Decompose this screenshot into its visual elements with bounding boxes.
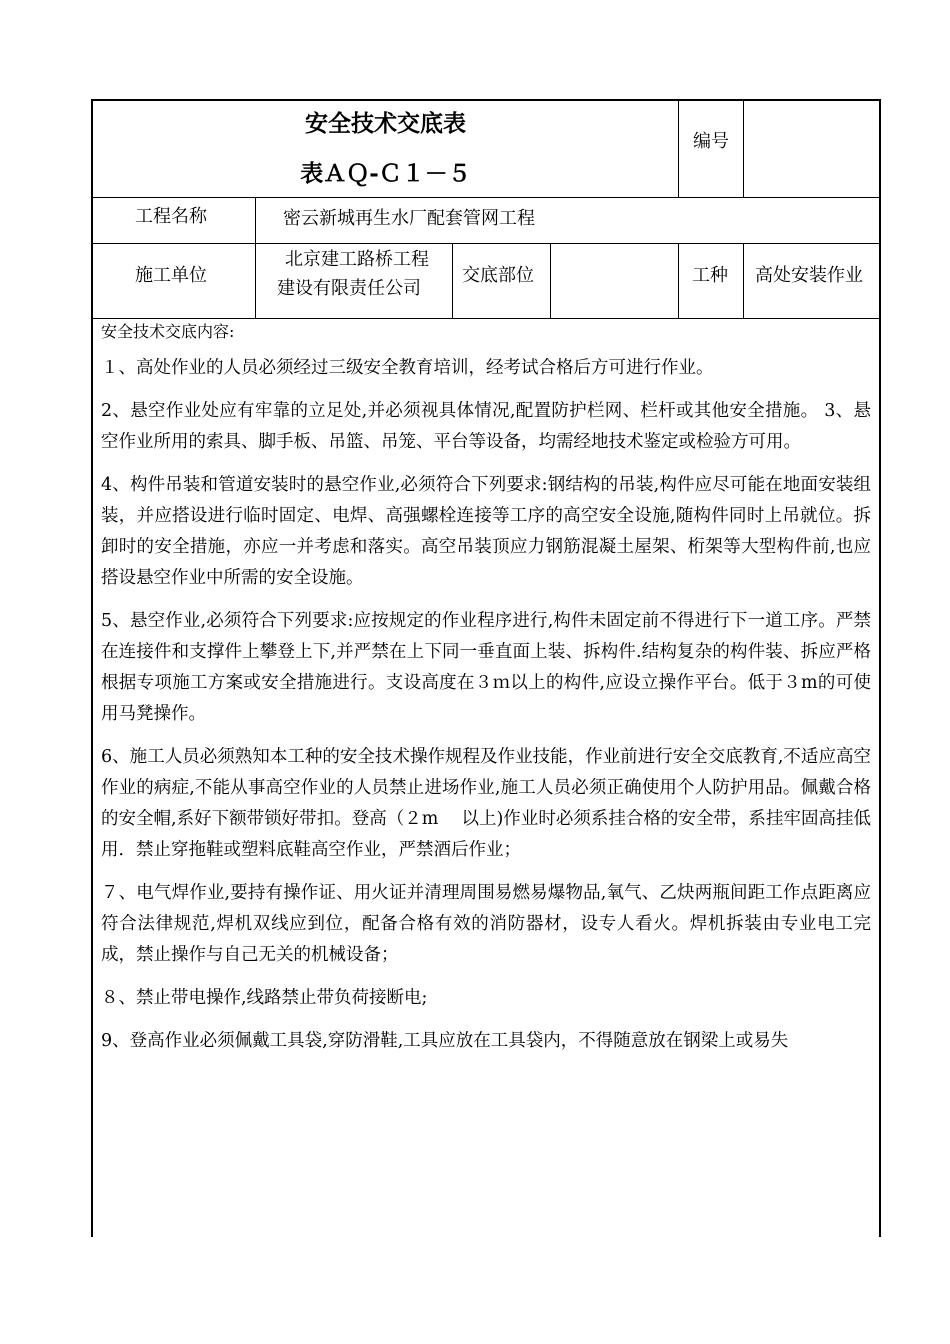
row-divider	[93, 243, 879, 244]
content-item: 5、悬空作业,必须符合下列要求:应按规定的作业程序进行,构件未固定前不得进行下一道工序。严禁在连接件和支撑件上攀登上下,并严禁在上下同一垂直面上装、拆构件.结构复杂的构件装、拆应严格根据专项施工方案或安全措施进行。支设高度在３ｍ以上的构件,应设立操作平台。低于３m的可使用马凳操作。	[101, 611, 871, 724]
col-divider	[255, 197, 256, 318]
number-label: 编号	[693, 131, 729, 152]
content-item: １、高处作业的人员必须经过三级安全教育培训，经考试合格后方可进行作业。	[101, 358, 714, 378]
col-divider	[743, 101, 744, 197]
content-item: ７、电气焊作业,要持有操作证、用火证并清理周围易燃易爆物品,氧气、乙炔两瓶间距工作点距离应符合法律规范,焊机双线应到位，配备合格有效的消防器材，设专人看火。焊机拆装由专业电工完成，禁止操作与自己无关的机械设备；	[101, 883, 871, 965]
col-divider	[550, 243, 551, 318]
content-item: 9、登高作业必须佩戴工具袋,穿防滑鞋,工具应放在工具袋内，不得随意放在钢梁上或易失	[101, 1031, 789, 1051]
col-divider	[678, 243, 679, 318]
construction-unit-value-line1: 北京建工路桥工程	[285, 249, 429, 270]
form-code: 表ＡＱ-Ｃ１－５	[300, 160, 471, 187]
construction-unit-label: 施工单位	[135, 265, 207, 286]
col-divider	[452, 243, 453, 318]
project-name-label: 工程名称	[135, 206, 207, 227]
content-item: ８、禁止带电操作,线路禁止带负荷接断电;	[101, 988, 428, 1008]
col-divider	[743, 243, 744, 318]
row-divider	[93, 197, 879, 198]
form-title: 安全技术交底表	[305, 110, 466, 137]
content-item: 4、构件吊装和管道安装时的悬空作业,必须符合下列要求:钢结构的吊装,构件应尽可能在地面安装组装，并应搭设进行临时固定、电焊、高强螺栓连接等工序的高空安全设施,随构件同时上吊就位。拆卸时的安全措施，亦应一并考虑和落实。高空吊装顶应力钢筋混凝土屋架、桁架等大型构件前,也应搭设悬空作业中所需的安全设施。	[101, 475, 871, 588]
col-divider	[678, 101, 679, 197]
content-item: 6、施工人员必须熟知本工种的安全技术操作规程及作业技能，作业前进行安全交底教育,不适应高空作业的病症,不能从事高空作业的人员禁止进场作业,施工人员必须正确使用个人防护用品。佩戴合格的安全帽,系好下额带锁好带扣。登高（２m 以上)作业时必须系挂合格的安全带，系挂牢固高挂低用．禁止穿拖鞋或塑料底鞋高空作业，严禁酒后作业；	[101, 747, 871, 860]
briefing-part-label: 交底部位	[462, 265, 534, 286]
construction-unit-value-line2: 建设有限责任公司	[277, 278, 421, 299]
briefing-content	[101, 319, 871, 1069]
trade-value: 高处安装作业	[755, 265, 863, 286]
safety-briefing-form	[91, 99, 881, 1237]
trade-label: 工种	[692, 265, 728, 286]
project-name-value: 密云新城再生水厂配套管网工程	[283, 208, 535, 229]
content-item: 2、悬空作业处应有牢靠的立足处,并必须视具体情况,配置防护栏网、栏杆或其他安全措施。 3、悬空作业所用的索具、脚手板、吊篮、吊笼、平台等设备，均需经地技术鉴定或检验方可用。	[101, 401, 871, 452]
content-label: 安全技术交底内容:	[101, 322, 235, 341]
